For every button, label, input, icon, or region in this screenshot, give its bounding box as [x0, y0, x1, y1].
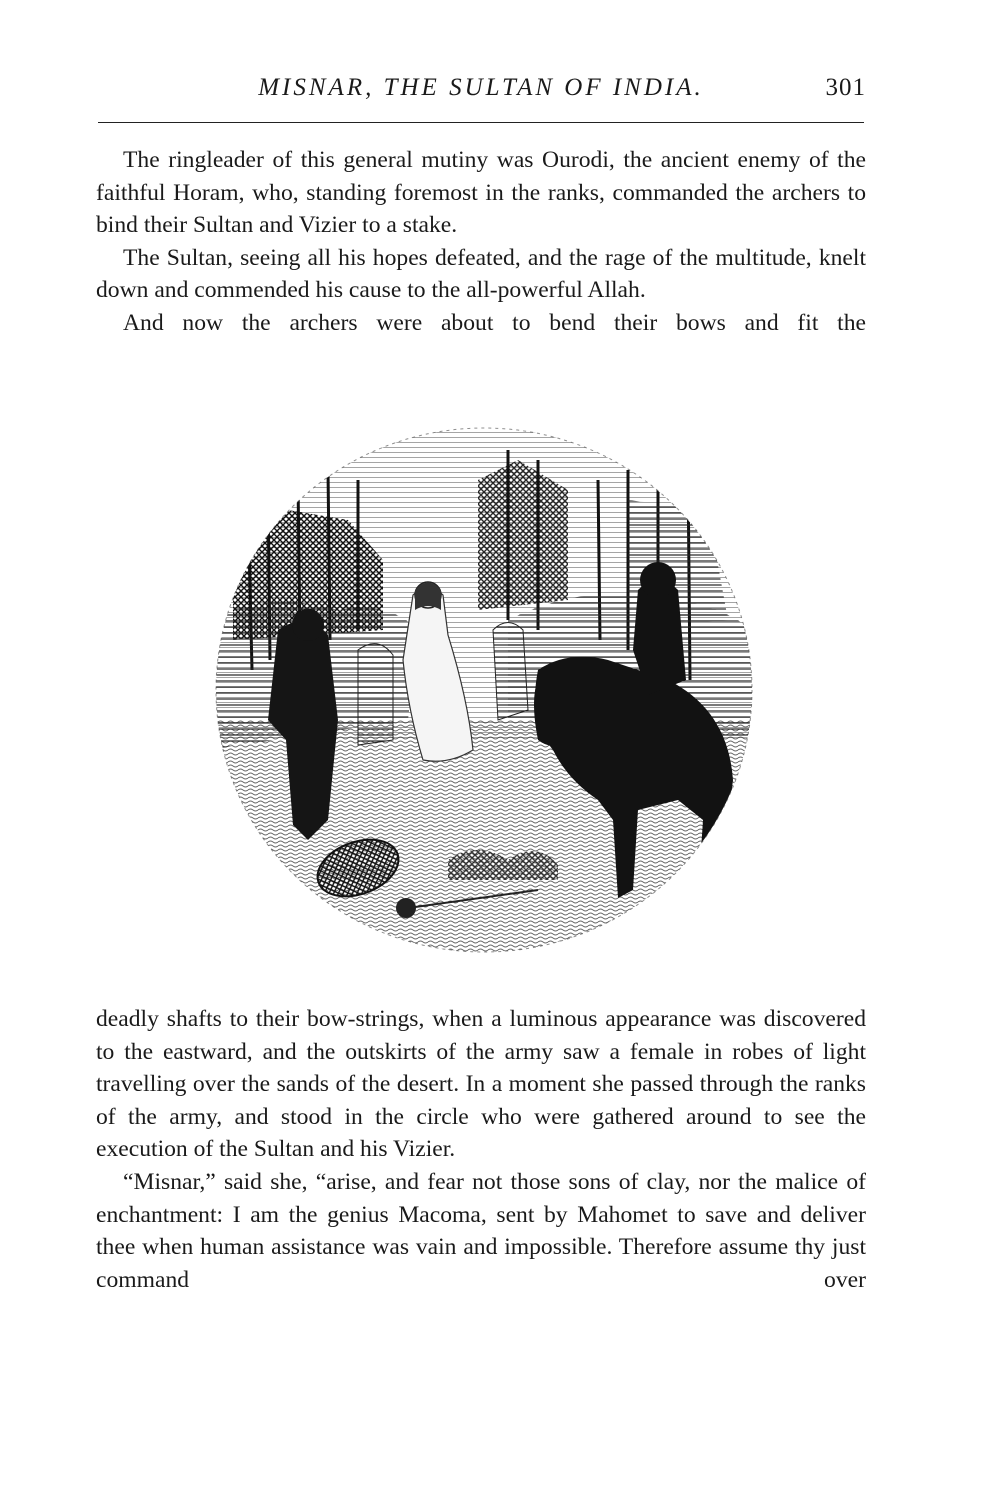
paragraph-archers: And now the archers were about to bend their bows and fit the: [123, 309, 866, 336]
paragraph-genius-speech: “Misnar,” said she, “arise, and fear not those sons of clay, nor the malice of enchantment: I am the genius Macoma, sent by Mahomet to save and deliver thee when human assistance was vain and impossible. Therefore assume thy just command over: [96, 1168, 866, 1293]
paragraph-mutiny: The ringleader of this general mutiny was Ourodi, the ancient enemy of the faithful Horam, who, standing foremost in the ranks, commanded the archers to bind their Sultan and Vizier to a stake.: [96, 147, 866, 239]
text-block-top: [96, 144, 866, 340]
running-title: MISNAR, THE SULTAN OF INDIA.: [258, 74, 704, 101]
page-header: [96, 74, 866, 108]
page-number: 301: [825, 74, 866, 101]
header-rule: [98, 122, 864, 123]
paragraph-sultan-kneels: The Sultan, seeing all his hopes defeated, and the rage of the multitude, knelt down and commended his cause to the all-powerful Allah.: [96, 244, 866, 304]
text-block-bottom: [96, 1003, 866, 1296]
paragraph-luminous-appearance: deadly shafts to their bow-strings, when a luminous appearance was discovered to the eastward, and the outskirts of the army saw a female in robes of light travelling over the sands of the desert. In a moment she passed through the ranks of the army, and stood in the circle who were gathered around to see the execution of the Sultan and his Vizier.: [96, 1006, 866, 1163]
engraving-genius-appears-among-army-icon: [208, 420, 760, 968]
